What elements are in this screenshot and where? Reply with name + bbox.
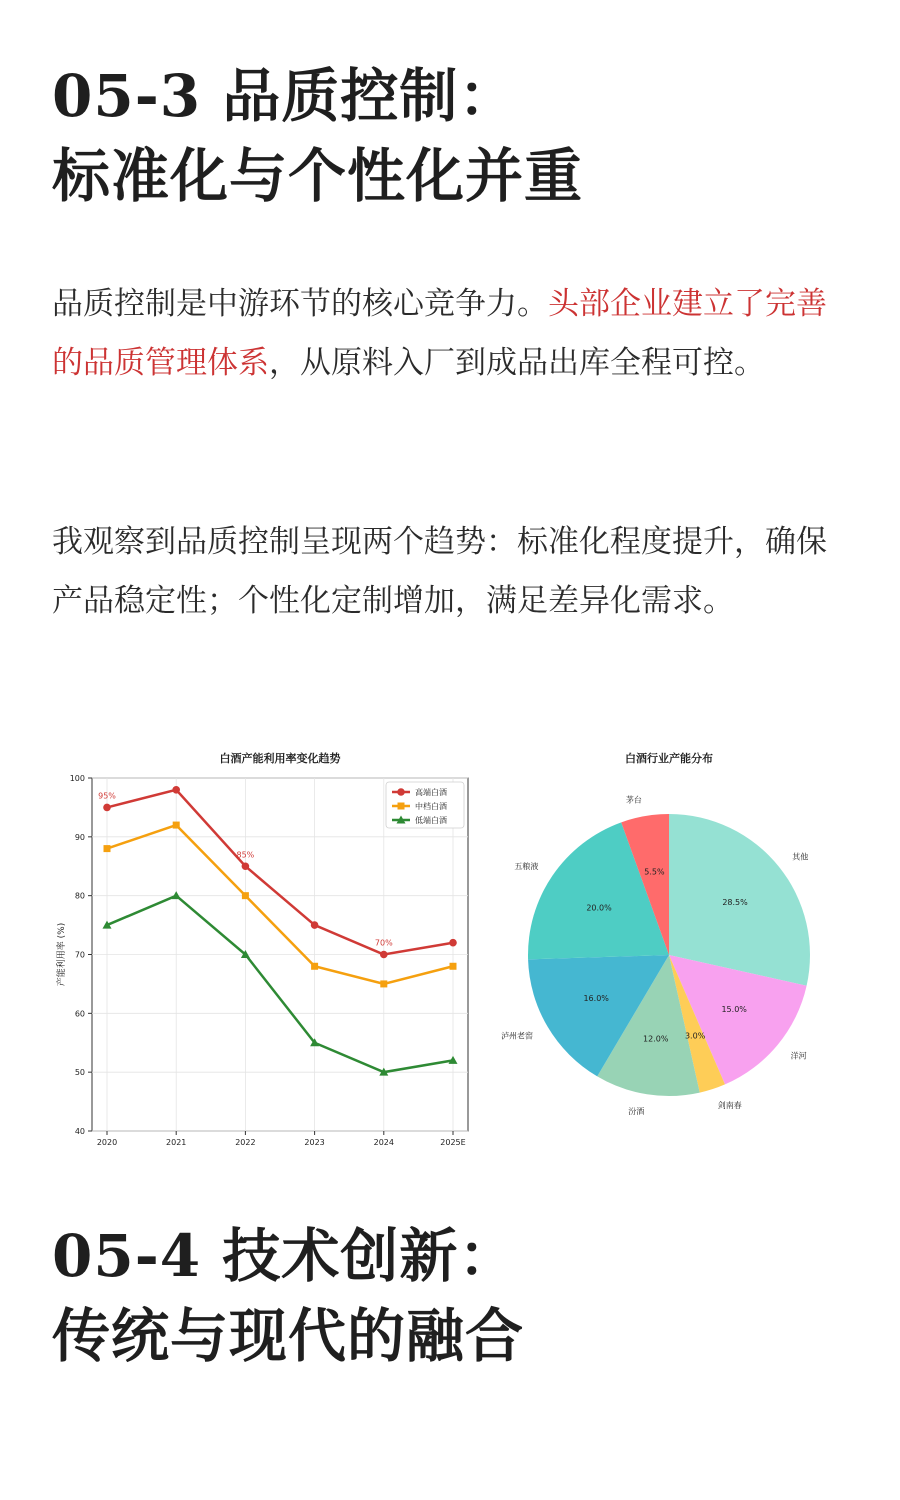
slice-name-label: 剑南春 [717, 1101, 742, 1111]
data-point [104, 845, 111, 852]
data-point [311, 921, 319, 929]
data-point [103, 804, 111, 812]
x-tick-label: 2024 [373, 1138, 394, 1147]
line-chart-x-ticks [97, 1131, 466, 1147]
line-chart [55, 751, 468, 1147]
slice-name-label: 五粮液 [514, 862, 539, 872]
line-chart-title: 白酒产能利用率变化趋势 [219, 752, 341, 765]
series-line [107, 825, 453, 984]
x-tick-label: 2023 [304, 1138, 325, 1147]
slice-percent-label: 12.0% [643, 1034, 669, 1044]
line-chart-y-label: 产能利用率 (%) [57, 922, 67, 987]
y-tick-label: 40 [74, 1127, 85, 1136]
series-line [107, 896, 453, 1072]
title-line-2: 标准化与个性化并重 [52, 142, 584, 210]
slice-percent-label: 16.0% [583, 994, 609, 1004]
data-point [311, 963, 318, 970]
title-line-1: 05-3 品质控制： [52, 62, 518, 130]
para1-text-start: 品质控制是中游环节的核心竞争力。 [52, 286, 548, 322]
section-title-tech-innovation [52, 1216, 524, 1376]
data-label: 95% [98, 791, 116, 801]
data-label: 85% [236, 850, 255, 860]
line-chart-series [103, 786, 458, 1076]
slice-name-label: 茅台 [625, 795, 642, 805]
x-tick-label: 2022 [235, 1138, 256, 1147]
legend-label: 高端白酒 [415, 788, 447, 797]
x-tick-label: 2020 [96, 1138, 118, 1147]
line-chart-y-ticks [70, 774, 92, 1136]
legend-label: 低端白酒 [415, 816, 447, 825]
data-point [172, 891, 181, 899]
line-chart-grid [92, 778, 468, 1131]
pie-chart [501, 751, 810, 1116]
y-tick-label: 90 [74, 832, 85, 842]
data-point [449, 939, 457, 947]
paragraph-quality-trends: 我观察到品质控制呈现两个趋势：标准化程度提升，确保产品稳定性；个性化定制增加，满足差异化需求。 [52, 524, 827, 619]
title-line-1: 05-4 技术创新： [52, 1222, 518, 1290]
slice-name-label: 泸州老窖 [501, 1031, 534, 1041]
x-tick-label: 2025E [440, 1138, 466, 1147]
data-point [380, 951, 388, 959]
charts-figure [52, 742, 852, 1162]
slice-name-label: 汾酒 [628, 1106, 645, 1116]
paragraph-quality-intro [52, 275, 852, 393]
data-point [380, 980, 387, 987]
slice-name-label: 其他 [792, 852, 809, 862]
data-point [397, 788, 405, 796]
para1-highlight: 头部企业建立了完善的品质管理体系 [52, 286, 827, 381]
y-tick-label: 80 [74, 891, 85, 901]
x-tick-label: 2021 [166, 1138, 187, 1147]
data-point [242, 892, 249, 899]
data-point [398, 803, 405, 810]
y-tick-label: 100 [69, 774, 85, 783]
data-point [173, 822, 180, 829]
pie-chart-title: 白酒行业产能分布 [625, 752, 713, 765]
slice-percent-label: 28.5% [722, 898, 748, 908]
slice-name-label: 洋河 [790, 1051, 807, 1061]
line-chart-legend [386, 782, 464, 828]
data-label: 70% [374, 938, 393, 948]
slice-percent-label: 20.0% [586, 903, 612, 913]
slice-percent-label: 15.0% [721, 1004, 747, 1014]
data-point [450, 963, 457, 970]
para1-text-end: ，从原料入厂到成品出库全程可控。 [269, 345, 765, 381]
slice-percent-label: 5.5% [644, 867, 665, 877]
slice-percent-label: 3.0% [684, 1031, 706, 1041]
series-triangle [103, 891, 458, 1075]
y-tick-label: 50 [74, 1068, 85, 1078]
pie-chart-slices [528, 814, 810, 1096]
y-tick-label: 60 [74, 1009, 85, 1019]
section-title-quality-control [52, 56, 583, 216]
y-tick-label: 70 [74, 950, 85, 960]
title-line-2: 传统与现代的融合 [52, 1302, 525, 1370]
data-point [242, 862, 250, 870]
legend-label: 中档白酒 [415, 802, 447, 811]
data-point [172, 786, 180, 794]
